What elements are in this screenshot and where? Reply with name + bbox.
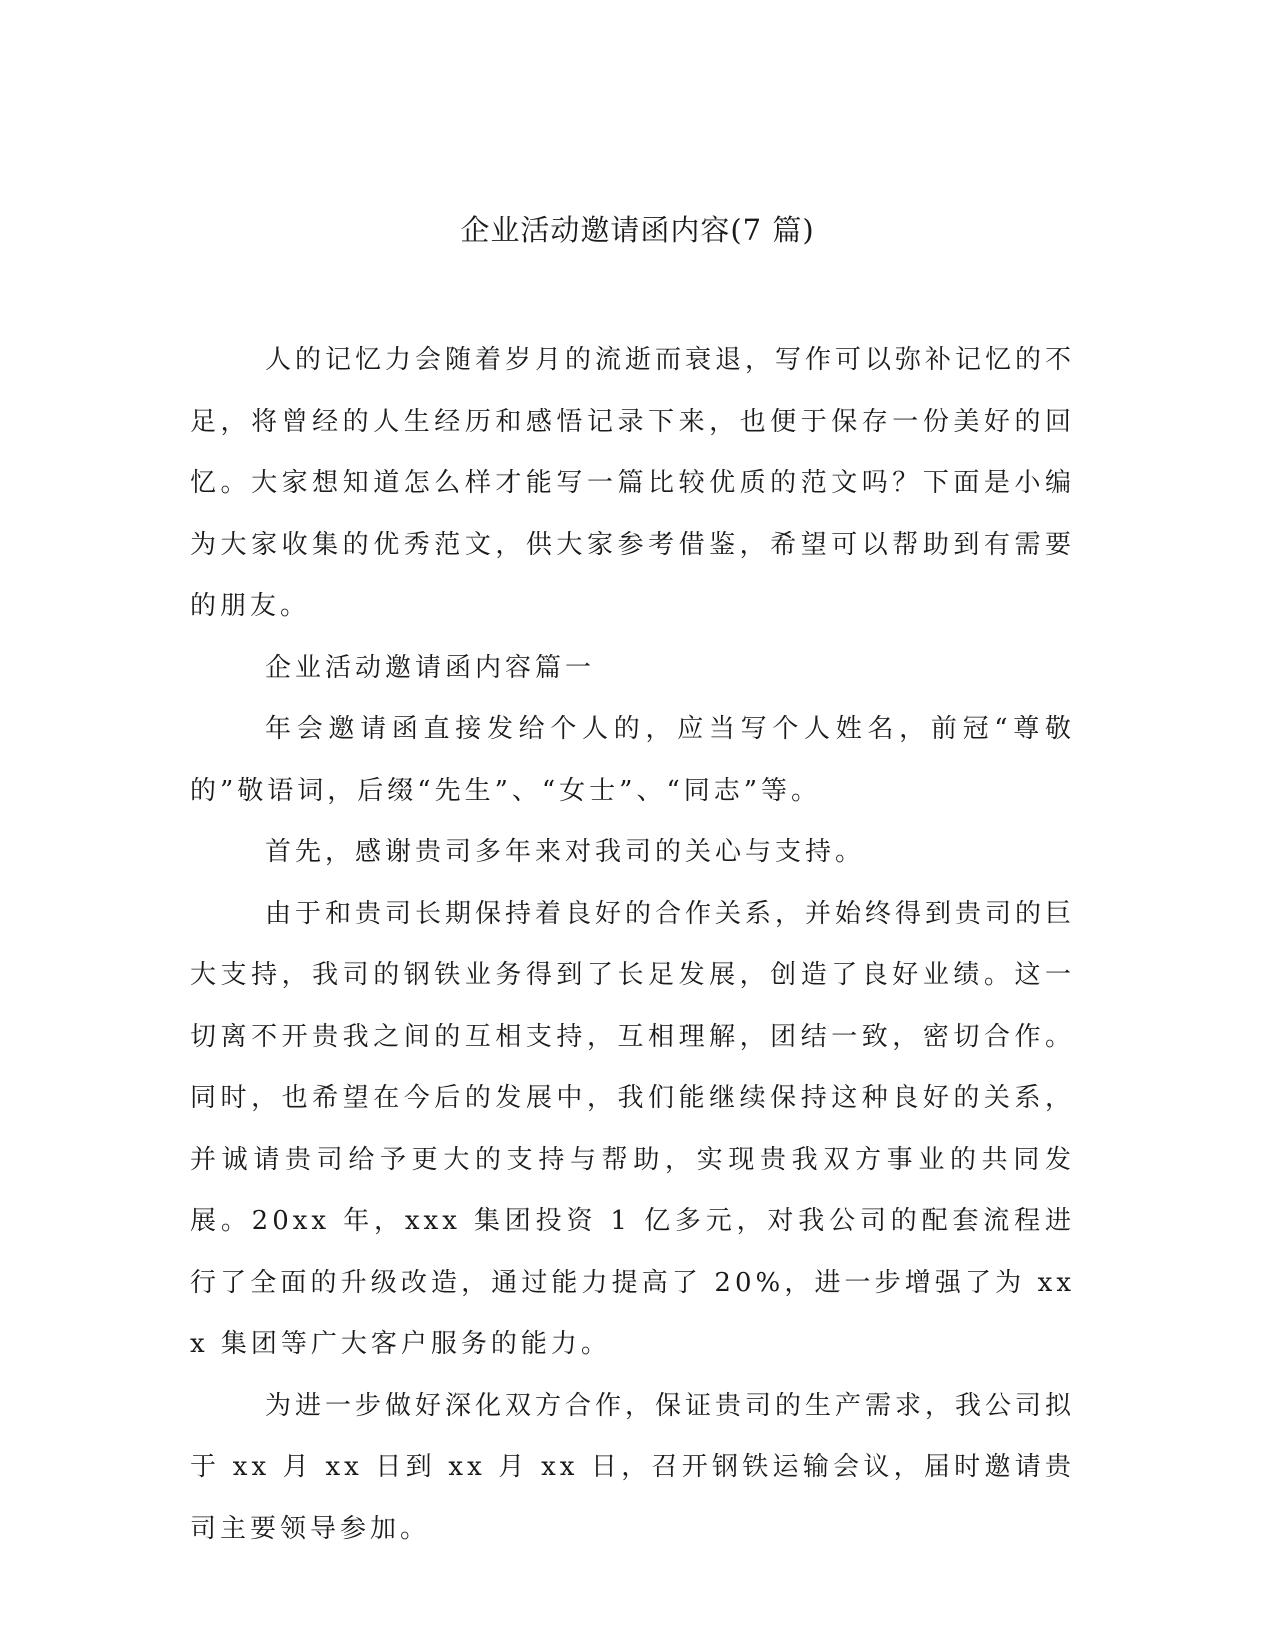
body-paragraph: 由于和贵司长期保持着良好的合作关系，并始终得到贵司的巨大支持，我司的钢铁业务得到了长足发展，创造了良好业绩。这一切离不开贵我之间的互相支持，互相理解，团结一致，密切合作。同时，也希望在今后的发展中，我们能继续保持这种良好的关系，并诚请贵司给予更大的支持与帮助，实现贵我双方事业的共同发展。20xx 年，xxx 集团投资 1 亿多元，对我公司的配套流程进行了全面的升级改造，通过能力提高了 20%，进一步增强了为 xxx 集团等广大客户服务的能力。 — [190, 898, 1076, 1359]
intro-paragraph: 人的记忆力会随着岁月的流逝而衰退，写作可以弥补记忆的不足，将曾经的人生经历和感悟记录下来，也便于保存一份美好的回忆。大家想知道怎么样才能写一篇比较优质的范文吗？下面是小编为大家收集的优秀范文，供大家参考借鉴，希望可以帮助到有需要的朋友。 — [190, 345, 1076, 621]
body-paragraph: 年会邀请函直接发给个人的，应当写个人姓名，前冠“尊敬的”敬语词，后缀“先生”、“女士”、“同志”等。 — [190, 714, 1075, 806]
document-body — [190, 330, 1075, 1560]
body-paragraph: 首先，感谢贵司多年来对我司的关心与支持。 — [265, 837, 866, 867]
document-title: 企业活动邀请函内容(7 篇) — [460, 213, 815, 247]
section-heading: 企业活动邀请函内容篇一 — [265, 652, 596, 683]
body-paragraph: 为进一步做好深化双方合作，保证贵司的生产需求，我公司拟于 xx 月 xx 日到 xx 月 xx 日，召开钢铁运输会议，届时邀请贵司主要领导参加。 — [190, 1390, 1076, 1544]
